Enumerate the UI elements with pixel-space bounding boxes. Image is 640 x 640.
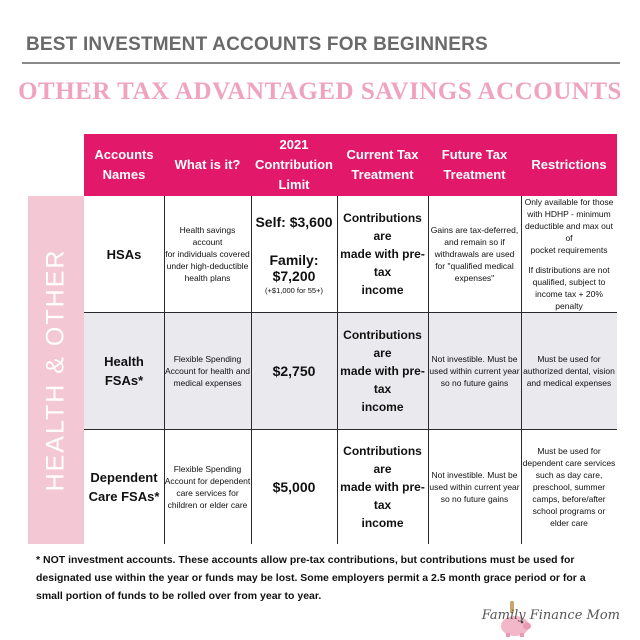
brand-logo: Family Finance Mom bbox=[481, 608, 620, 623]
limit-note: (+$1,000 for 55+) bbox=[265, 285, 323, 295]
text-line: Treatment bbox=[443, 167, 506, 182]
text-line: so no future gains bbox=[440, 493, 509, 504]
text-line: Contributions are bbox=[343, 443, 422, 476]
text-line: Must be used for bbox=[537, 445, 601, 456]
account-name bbox=[84, 196, 164, 312]
text-line: authorized dental, vision bbox=[523, 365, 615, 376]
text-line: such as day care, bbox=[535, 469, 603, 480]
text-line: Flexible Spending bbox=[173, 353, 242, 364]
text-line: Gains are tax-deferred, bbox=[430, 225, 519, 235]
text-line: made with pre-tax bbox=[340, 479, 425, 512]
current-tax-treatment bbox=[337, 196, 428, 312]
text-line: made with pre-tax bbox=[340, 247, 425, 279]
column-header-what bbox=[164, 134, 251, 196]
column-divider bbox=[428, 196, 429, 544]
text-line: income bbox=[361, 399, 404, 414]
text-line: Must be used for bbox=[537, 353, 601, 364]
text-line: Not investible. Must be bbox=[431, 353, 518, 364]
column-divider bbox=[251, 196, 252, 544]
category-label: HEALTH & OTHER bbox=[41, 248, 70, 492]
column-divider bbox=[521, 196, 522, 544]
text-line: Account for health and bbox=[164, 365, 251, 376]
text-line: Contributions are bbox=[343, 211, 422, 243]
text-line: income bbox=[361, 515, 404, 530]
contribution-limit: $2,750 bbox=[272, 362, 316, 379]
future-tax-treatment bbox=[428, 429, 521, 544]
account-name bbox=[84, 429, 164, 544]
restrictions bbox=[521, 429, 617, 544]
text-line: and medical expenses bbox=[526, 377, 612, 388]
text-line: children or elder care bbox=[167, 499, 248, 510]
text-line: 2021 bbox=[279, 137, 309, 152]
text-line: school programs or bbox=[532, 505, 606, 516]
future-tax-treatment bbox=[428, 312, 521, 429]
text-line: HSAs bbox=[106, 246, 142, 262]
text-line: with HDHP - minimum bbox=[527, 209, 611, 219]
text-line: deductible and max out of bbox=[525, 221, 613, 243]
text-line: Accounts bbox=[94, 147, 154, 162]
text-line: pocket requirements bbox=[530, 245, 608, 255]
text-line: Flexible Spending bbox=[173, 463, 242, 474]
column-header-future-tax bbox=[428, 134, 521, 196]
footnote: * NOT investment accounts. These accounts allow pre-tax contributions, but contributions must be used for designated use within the year or funds may be lost. Some employers permit a 2.5 month grace period or for a small portion of funds to be rolled over from year to year. bbox=[36, 554, 586, 602]
account-description bbox=[164, 429, 251, 544]
text-line: Future Tax bbox=[441, 147, 508, 162]
text-line: Treatment bbox=[351, 167, 414, 182]
account-description bbox=[164, 196, 251, 312]
text-line: withdrawals are used bbox=[434, 249, 515, 259]
page-title: BEST INVESTMENT ACCOUNTS FOR BEGINNERS bbox=[26, 34, 488, 55]
limit-self: Self: $3,600 bbox=[255, 213, 333, 230]
current-tax-treatment bbox=[337, 312, 428, 429]
text-line: medical expenses bbox=[173, 377, 242, 388]
column-header-current-tax bbox=[337, 134, 428, 196]
text-line: Contribution bbox=[255, 157, 333, 172]
text-line: so no future gains bbox=[440, 377, 509, 388]
text-line: elder care bbox=[550, 517, 588, 528]
text-line: Limit bbox=[278, 177, 310, 192]
text-line: Not investible. Must be bbox=[431, 469, 518, 480]
text-line: for "qualified medical bbox=[435, 261, 514, 271]
text-line: for individuals covered bbox=[165, 249, 250, 259]
text-line: under high-deductible bbox=[166, 261, 249, 271]
account-name bbox=[84, 312, 164, 429]
text-line: income bbox=[361, 283, 404, 297]
text-line: Restrictions bbox=[531, 157, 607, 172]
future-tax-treatment bbox=[428, 196, 521, 312]
text-line: used within current year bbox=[429, 365, 520, 376]
restrictions bbox=[521, 312, 617, 429]
text-line: Health FSAs* bbox=[104, 353, 144, 388]
text-line: camps, before/after bbox=[532, 493, 606, 504]
text-line: care services for bbox=[176, 487, 239, 498]
title-divider bbox=[22, 62, 620, 64]
text-line: Names bbox=[102, 167, 146, 182]
column-divider bbox=[337, 196, 338, 544]
text-line: preschool, summer bbox=[532, 481, 606, 492]
text-line: Care FSAs* bbox=[88, 488, 160, 504]
page-subtitle: OTHER TAX ADVANTAGED SAVINGS ACCOUNTS bbox=[18, 78, 622, 105]
text-line: Dependent bbox=[90, 469, 158, 485]
text-line: made with pre-tax bbox=[340, 363, 425, 396]
text-line: dependent care services bbox=[522, 457, 616, 468]
column-header-accounts bbox=[84, 134, 164, 196]
text-line: What is it? bbox=[174, 157, 241, 172]
text-line: If distributions are not bbox=[528, 265, 610, 275]
current-tax-treatment bbox=[337, 429, 428, 544]
contribution-limit: $5,000 bbox=[272, 478, 316, 495]
text-line: expenses" bbox=[454, 273, 495, 283]
text-line: health plans bbox=[184, 273, 231, 283]
restrictions bbox=[521, 196, 617, 312]
column-header-limit bbox=[251, 134, 337, 196]
text-line: Contributions are bbox=[343, 327, 422, 360]
contribution-limit bbox=[251, 196, 337, 312]
text-line: income tax + 20% penalty bbox=[535, 289, 603, 311]
table-header bbox=[84, 134, 617, 196]
text-line: used within current year bbox=[429, 481, 520, 492]
text-line: Current Tax bbox=[346, 147, 419, 162]
text-line: Account for dependent bbox=[164, 475, 251, 486]
limit-family: Family: $7,200 bbox=[269, 251, 319, 284]
text-line: qualified, subject to bbox=[532, 277, 606, 287]
column-divider bbox=[164, 196, 165, 544]
column-header-restrictions bbox=[521, 134, 617, 196]
account-description bbox=[164, 312, 251, 429]
text-line: Health savings account bbox=[179, 225, 236, 247]
text-line: Only available for those bbox=[524, 197, 614, 207]
text-line: and remain so if bbox=[444, 237, 505, 247]
